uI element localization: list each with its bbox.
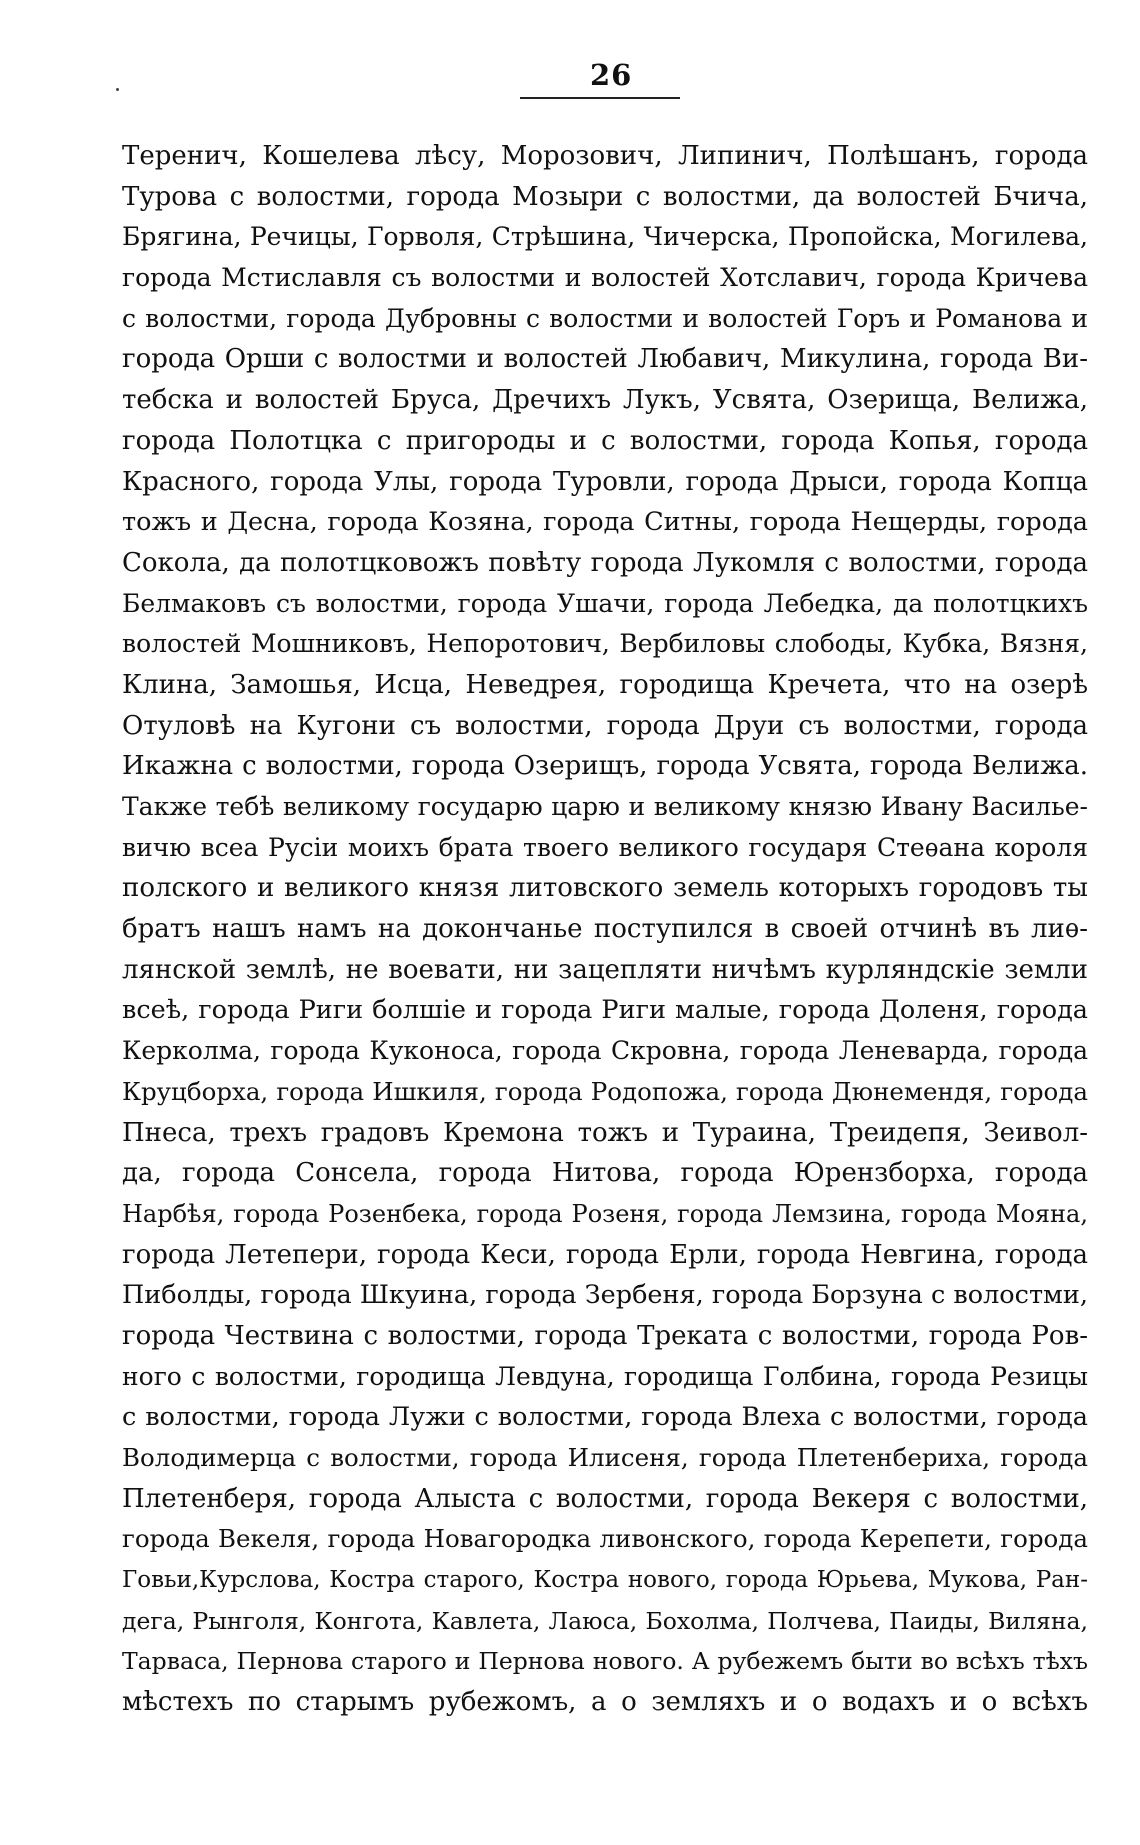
text-line: да, города Сонсела, города Нитова, города Юрензборха, города <box>122 1158 1088 1189</box>
text-line: города Летепери, города Кеси, города Ерли, города Невгина, города <box>122 1239 1088 1270</box>
text-line: мѣстехъ по старымъ рубежомъ, а о земляхъ и о водахъ и о всѣхъ <box>122 1687 1088 1718</box>
text-line: Керколма, города Куконоса, города Скровна, города Леневарда, города <box>122 1036 1088 1066</box>
text-line: тожъ и Десна, города Козяна, города Ситны, города Нещерды, города <box>122 507 1088 538</box>
text-line: Белмаковъ съ волостми, города Ушачи, города Лебедка, да полотцкихъ <box>122 588 1088 618</box>
text-line: с волостми, города Лужи с волостми, города Влеха с волостми, города <box>122 1402 1088 1433</box>
text-line: полского и великого князя литовского земель которыхъ городовъ ты <box>122 873 1088 904</box>
margin-dot <box>116 88 119 91</box>
text-line: Пнеса, трехъ градовъ Кремона тожъ и Тураина, Треидепя, Зеивол- <box>122 1117 1088 1148</box>
text-line: лянской землѣ, не воевати, ни зацепляти ничѣмъ курляндскіе земли <box>122 954 1088 985</box>
text-line: Говьи,Курслова, Костра старого, Костра нового, города Юрьева, Мукова, Ран- <box>122 1567 1088 1594</box>
text-line: Сокола, да полотцковожъ повѣту города Лукомля с волостми, города <box>122 547 1088 578</box>
text-line: Брягина, Речицы, Горволя, Стрѣшина, Чичерска, Пропойска, Могилева, <box>122 222 1088 252</box>
text-line: Отуловѣ на Кугони съ волостми, города Друи съ волостми, города <box>122 710 1088 741</box>
text-line: Красного, города Улы, города Туровли, города Дрыси, города Копца <box>122 466 1088 497</box>
text-line: тебска и волостей Бруса, Дречихъ Лукъ, Усвята, Озерища, Велижа, <box>122 385 1088 416</box>
text-line: ного с волостми, городища Левдуна, городища Голбина, города Резицы <box>122 1361 1088 1391</box>
page-number: 26 <box>590 58 633 92</box>
text-line: Тарваса, Пернова старого и Пернова нового. А рубежемъ быти во всѣхъ тѣхъ <box>122 1647 1088 1676</box>
text-line: Круцборха, города Ишкиля, города Родопожа, города Дюнемендя, города <box>122 1076 1088 1106</box>
text-line: Пиболды, города Шкуина, города Зербеня, города Борзуна с волостми, <box>122 1280 1088 1311</box>
text-line: города Чествина с волостми, города Треката с волостми, города Ров- <box>122 1320 1088 1351</box>
text-line: города Мстиславля съ волостми и волостей Хотславич, города Кричева <box>122 263 1088 293</box>
text-line: с волостми, города Дубровны с волостми и волостей Горъ и Романова и <box>122 303 1088 333</box>
text-line: Также тебѣ великому государю царю и великому князю Ивану Василье- <box>122 792 1088 821</box>
text-line: братъ нашъ намъ на докончанье поступился в своей отчинѣ въ лиѳ- <box>122 914 1088 945</box>
page-number-rule <box>520 97 680 99</box>
text-line: Володимерца с волостми, города Илисеня, города Плетенбериха, города <box>122 1443 1088 1472</box>
text-line: города Полотцка с пригороды и с волостми, города Копья, города <box>122 425 1088 456</box>
text-line: города Векеля, города Новагородка ливонского, города Керепети, города <box>122 1524 1088 1554</box>
text-line: Плетенберя, города Алыста с волостми, города Векеря с волостми, <box>122 1483 1088 1514</box>
text-line: всеѣ, города Риги болшіе и города Риги малые, города Доленя, города <box>122 995 1088 1026</box>
text-line: города Орши с волостми и волостей Любавич, Микулина, города Ви- <box>122 344 1088 375</box>
text-line: Клина, Замошья, Исца, Неведрея, городища Кречета, что на озерѣ <box>122 669 1088 700</box>
text-line: Нарбѣя, города Розенбека, города Розеня, города Лемзина, города Мояна, <box>122 1199 1088 1228</box>
text-line: Теренич, Кошелева лѣсу, Морозович, Липинич, Полѣшанъ, города <box>122 141 1088 171</box>
text-line: волостей Мошниковъ, Непоротович, Вербиловы слободы, Кубка, Вязня, <box>122 629 1088 659</box>
text-line: вичю всеа Русіи моихъ брата твоего великого государя Стеѳана короля <box>122 832 1088 862</box>
body-text <box>122 136 1088 1723</box>
text-line: Турова с волостми, города Мозыри с волостми, да волостей Бчича, <box>122 181 1088 212</box>
text-line: дега, Рынголя, Конгота, Кавлета, Лаюса, Бохолма, Полчева, Паиды, Виляна, <box>122 1606 1088 1635</box>
text-line: Икажна с волостми, города Озерищъ, города Усвята, города Велижа. <box>122 751 1088 782</box>
